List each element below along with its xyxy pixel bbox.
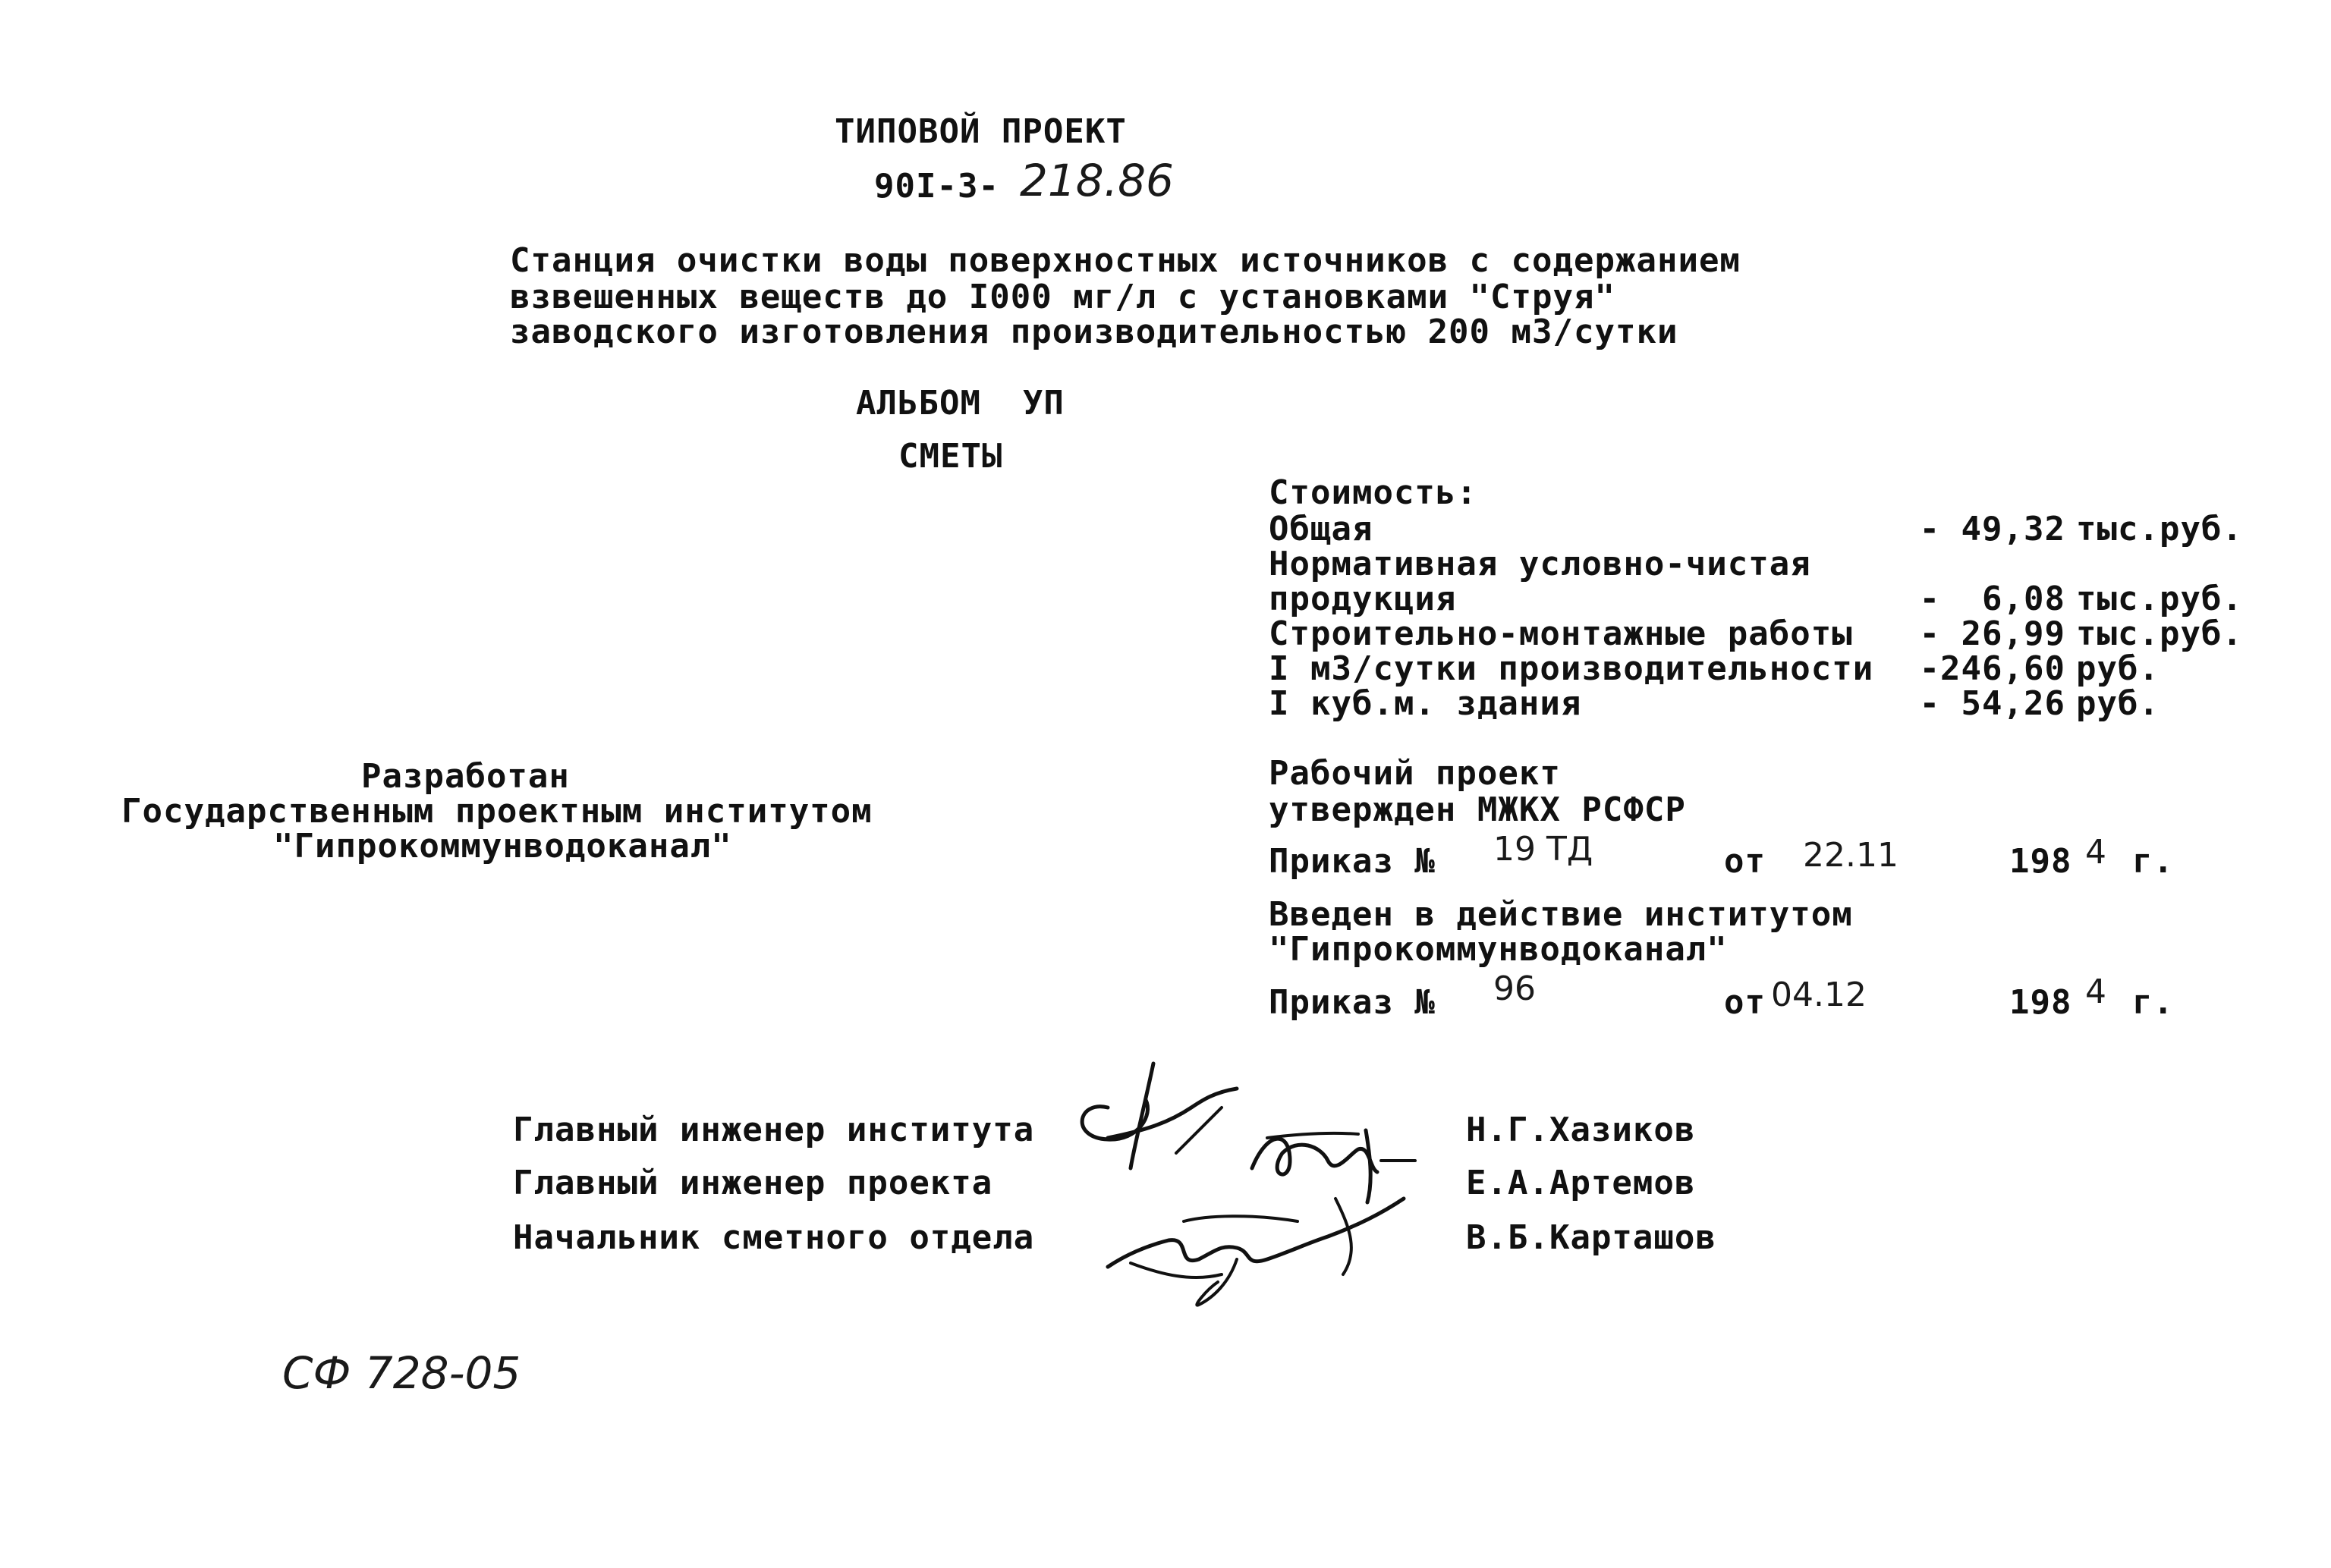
cost-unit: руб.	[2076, 649, 2160, 688]
developer-line-1: Разработан	[361, 757, 570, 796]
enactment-year-digit: 4	[2085, 973, 2106, 1011]
approval-order-date: 22.11	[1803, 836, 1898, 875]
signature-head-estimates	[1085, 1168, 1419, 1320]
cost-value: -246,60	[1919, 649, 2065, 688]
signatory-name-2: Е.А.Артемов	[1466, 1164, 1696, 1202]
enactment-year-prefix: 198	[2009, 983, 2072, 1022]
approval-from-label: от	[1724, 842, 1766, 881]
cost-unit: тыс.руб.	[2076, 580, 2243, 618]
approval-year-suffix: г.	[2132, 842, 2174, 881]
enactment-line-2: "Гипрокоммунводоканал"	[1269, 930, 1728, 969]
description-line-1: Станция очистки воды поверхностных источников с содержанием	[510, 241, 1741, 280]
project-title: ТИПОВОЙ ПРОЕКТ	[835, 112, 1127, 151]
cost-label: Строительно-монтажные работы	[1269, 614, 1853, 653]
enactment-from-label: от	[1724, 983, 1766, 1022]
enactment-line-1: Введен в действие институтом	[1269, 895, 1853, 934]
cost-row-per-volume	[1269, 686, 2263, 722]
cost-value: - 54,26	[1919, 684, 2065, 723]
cost-unit: тыс.руб.	[2076, 510, 2243, 548]
footer-stamp: СФ 728-05	[282, 1347, 521, 1399]
cost-heading: Стоимость:	[1269, 473, 1477, 512]
cost-label: Общая	[1269, 510, 1373, 548]
approval-line-1: Рабочий проект	[1269, 754, 1561, 793]
cost-row-per-capacity	[1269, 651, 2263, 687]
cost-value: - 6,08	[1919, 580, 2065, 618]
enactment-order-date: 04.12	[1771, 976, 1867, 1014]
enactment-year-suffix: г.	[2132, 983, 2174, 1022]
cost-value: - 26,99	[1919, 614, 2065, 653]
enactment-order-label: Приказ №	[1269, 983, 1436, 1022]
project-code-prefix: 90I-3-	[874, 167, 999, 206]
developer-line-2: Государственным проектным институтом	[121, 792, 873, 831]
signatory-name-3: В.Б.Карташов	[1466, 1218, 1716, 1257]
developer-line-3: "Гипрокоммунводоканал"	[273, 827, 732, 866]
approval-line-2: утвержден МЖКХ РСФСР	[1269, 790, 1686, 829]
signatory-position-2: Главный инженер проекта	[513, 1164, 993, 1202]
cost-row-normative	[1269, 546, 2263, 583]
cost-unit: руб.	[2076, 684, 2160, 723]
cost-label: Нормативная условно-чистая	[1269, 545, 1811, 583]
signatory-position-3: Начальник сметного отдела	[513, 1218, 1035, 1257]
approval-order-number: 19 ТД	[1493, 830, 1593, 869]
signatory-position-1: Главный инженер института	[513, 1111, 1035, 1149]
cost-unit: тыс.руб.	[2076, 614, 2243, 653]
album-label: АЛЬБОМ УП	[856, 384, 1065, 423]
project-code-handwritten: 218.86	[1020, 155, 1174, 206]
enactment-order-number: 96	[1493, 969, 1536, 1008]
approval-year-digit: 4	[2085, 833, 2106, 872]
approval-year-prefix: 198	[2009, 842, 2072, 881]
signatory-name-1: Н.Г.Хазиков	[1466, 1111, 1696, 1149]
cost-label: I куб.м. здания	[1269, 684, 1582, 723]
description-line-3: заводского изготовления производительностью 200 м3/сутки	[510, 313, 1678, 351]
approval-order-label: Приказ №	[1269, 842, 1436, 881]
cost-label: I м3/сутки производительности	[1269, 649, 1874, 688]
description-line-2: взвешенных веществ до I000 мг/л с установками "Струя"	[510, 278, 1615, 316]
cost-value: - 49,32	[1919, 510, 2065, 548]
cost-row-total	[1269, 511, 2263, 548]
cost-row-construction	[1269, 616, 2263, 652]
cost-row-production	[1269, 581, 2263, 617]
album-subtitle: СМЕТЫ	[898, 437, 1003, 476]
cost-label: продукция	[1269, 580, 1457, 618]
